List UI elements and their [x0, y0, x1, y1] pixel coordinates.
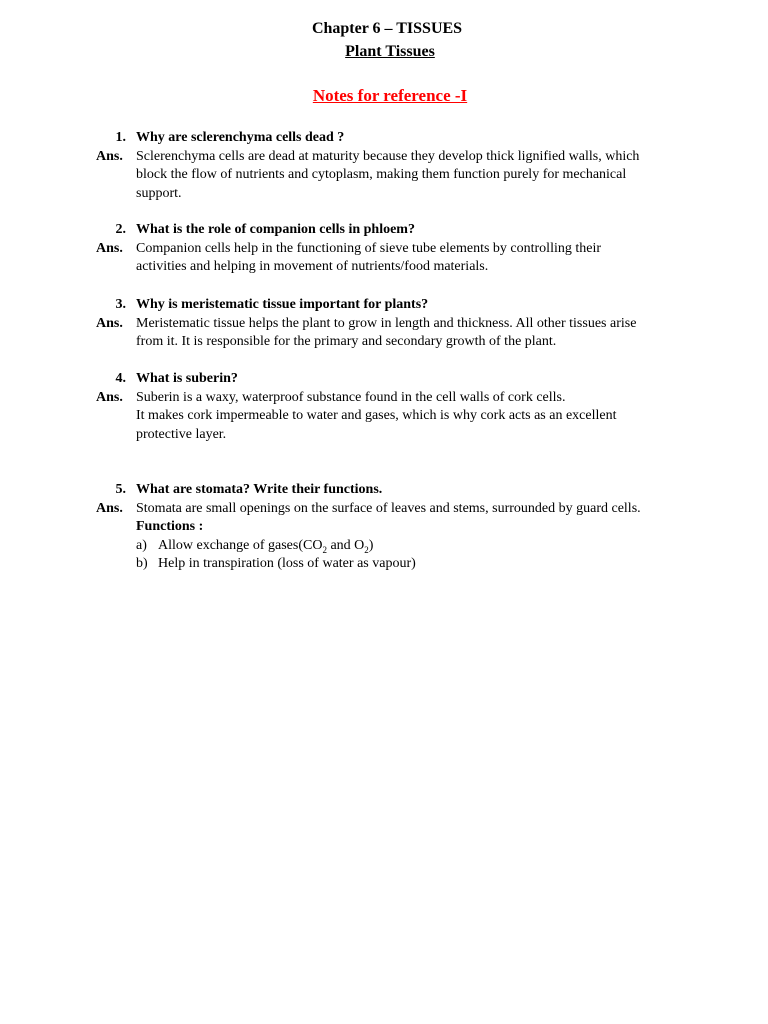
answer-line: Suberin is a waxy, waterproof substance found in the cell walls of cork cells. — [136, 389, 566, 405]
question-number: 4. — [115, 371, 126, 386]
answer-text — [136, 315, 688, 352]
function-letter: a) — [136, 537, 147, 553]
answer-line: block the flow of nutrients and cytoplasm, making them function purely for mechanical — [136, 167, 627, 183]
chapter-title: Chapter 6 – TISSUES — [311, 20, 463, 37]
answer-label: Ans. — [96, 315, 123, 331]
answer-label: Ans. — [96, 389, 123, 405]
question-block-2 — [0, 221, 768, 275]
answer-label: Ans. — [96, 240, 123, 256]
question-number: 3. — [115, 297, 126, 312]
answer-line: Meristematic tissue helps the plant to grow in length and thickness. All other tissues arise — [136, 315, 637, 331]
answer-text — [136, 148, 688, 204]
functions-label: Functions : — [136, 519, 204, 535]
question-number: 1. — [115, 130, 126, 145]
function-item — [0, 537, 768, 556]
notes-title: Notes for reference -I — [312, 86, 468, 105]
answer-text — [136, 389, 688, 445]
answer-line: support. — [136, 185, 182, 201]
answer-line: Stomata are small openings on the surface of leaves and stems, surrounded by guard cells. — [136, 500, 641, 516]
question-text: What is suberin? — [136, 371, 238, 386]
answer-line: protective layer. — [136, 426, 227, 442]
question-block-4 — [0, 370, 768, 442]
question-block-1 — [0, 129, 768, 201]
answer-line: Sclerenchyma cells are dead at maturity because they develop thick lignified walls, which — [136, 148, 640, 164]
function-letter: b) — [136, 556, 148, 572]
question-text: Why is meristematic tissue important for plants? — [136, 297, 429, 312]
function-text: Help in transpiration (loss of water as vapour) — [158, 556, 416, 572]
answer-label: Ans. — [96, 148, 123, 164]
question-block-3 — [0, 296, 768, 350]
question-block-5 — [0, 481, 768, 574]
function-item — [0, 555, 768, 574]
question-text: What are stomata? Write their functions. — [136, 482, 383, 497]
answer-line: It makes cork impermeable to water and gases, which is why cork acts as an excellent — [136, 408, 617, 424]
section-title: Plant Tissues — [345, 43, 435, 60]
function-text: Allow exchange of $gases(CO_2$ and $O_2$) — [158, 537, 374, 555]
answer-line: from it. It is responsible for the primary and secondary growth of the plant. — [136, 334, 557, 350]
answer-line: activities and helping in movement of nutrients/food materials. — [136, 259, 489, 275]
answer-text — [136, 240, 688, 277]
answer-label: Ans. — [96, 500, 123, 516]
question-number: 2. — [115, 222, 126, 237]
question-number: 5. — [115, 482, 126, 497]
question-text: What is the role of companion cells in phloem? — [136, 222, 415, 237]
answer-line: Companion cells help in the functioning of sieve tube elements by controlling their — [136, 240, 602, 256]
question-text: Why are sclerenchyma cells dead ? — [136, 130, 345, 145]
